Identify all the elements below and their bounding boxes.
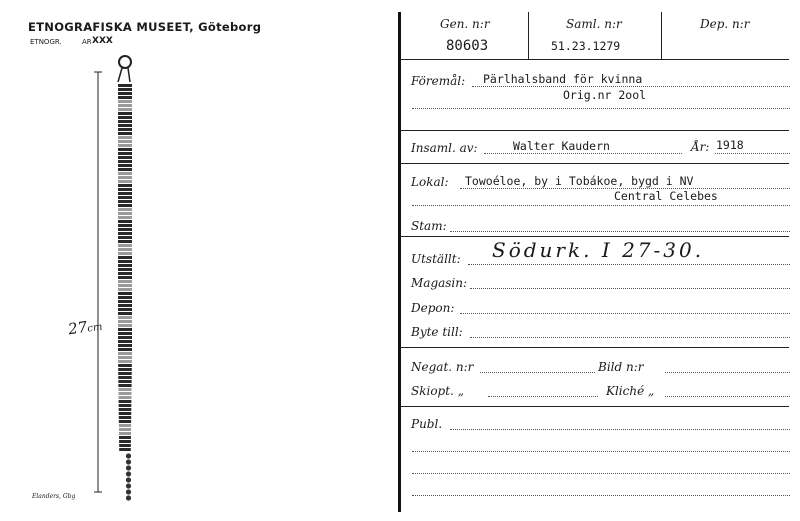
foremal-label: Föremål: (411, 74, 466, 88)
bead-band (118, 220, 132, 223)
bead-band (119, 416, 131, 419)
chain-bead (126, 453, 131, 458)
dotline-lokal (460, 188, 790, 189)
bead-band (118, 136, 132, 139)
bead-band (118, 300, 132, 303)
dotline-insaml (484, 153, 682, 154)
museum-name: ETNOGRAFISKA MUSEET, Göteborg (28, 20, 262, 34)
bead-band (118, 332, 132, 335)
dep-label: Dep. n:r (700, 17, 750, 31)
bead-band (118, 96, 132, 99)
bead-band (118, 384, 131, 387)
ar-field-value: 1918 (716, 138, 744, 152)
chain-bead (126, 459, 131, 464)
bead-band (119, 424, 131, 427)
bead-band (119, 448, 131, 451)
dotline-negat (480, 372, 595, 373)
rule-after-byte (399, 347, 789, 348)
dotline-magasin (470, 288, 790, 289)
lokal-value: Towoéloe, by i Tobákoe, bygd i NV (465, 174, 694, 188)
bead-band (118, 120, 132, 123)
lokal-label: Lokal: (411, 175, 449, 189)
bead-band (119, 440, 131, 443)
insaml-label: Insaml. av: (411, 141, 478, 155)
bead-band (118, 260, 132, 263)
rule-after-foremal (399, 130, 789, 131)
bead-band (118, 368, 132, 371)
necklace-drawing (70, 52, 160, 512)
bead-band (119, 432, 131, 435)
bead-band (118, 204, 132, 207)
dotline-publ-4 (412, 495, 790, 496)
bead-band (118, 272, 132, 275)
bead-band (118, 288, 132, 291)
bead-band (118, 360, 132, 363)
bead-band (118, 200, 132, 203)
bead-band (118, 336, 132, 339)
chain-bead (126, 477, 131, 482)
bead-band (118, 188, 132, 191)
bead-band (118, 320, 132, 323)
dotline-publ-2 (412, 451, 790, 452)
rule-after-stam (399, 236, 789, 237)
bead-band (118, 232, 132, 235)
bead-band (118, 84, 132, 87)
bead-band (118, 388, 131, 391)
dotline-byte (470, 337, 790, 338)
orig-value: Orig.nr 2ool (563, 88, 647, 102)
bead-band (118, 292, 132, 295)
bead-band (118, 224, 132, 227)
bead-band (118, 276, 132, 279)
bead-band (118, 112, 132, 115)
chain-bead (126, 471, 131, 476)
bead-band (118, 116, 132, 119)
bead-band (118, 240, 132, 243)
bead-band (118, 344, 132, 347)
dotline-depon (460, 313, 790, 314)
ar-label: AR (82, 38, 92, 46)
header-divider-2 (661, 12, 662, 59)
bead-band (118, 212, 132, 215)
bead-band (118, 156, 132, 159)
dotline-publ-1 (450, 429, 790, 430)
bead-band (119, 400, 132, 403)
bild-label: Bild n:r (598, 360, 644, 374)
rule-after-kliche (399, 406, 789, 407)
bead-band (118, 376, 131, 379)
bead-band (119, 444, 131, 447)
bead-band (118, 328, 132, 331)
insaml-value: Walter Kaudern (513, 139, 610, 153)
bead-band (118, 100, 132, 103)
dotline-kliche (665, 396, 790, 397)
bead-band (118, 164, 132, 167)
bead-band (119, 412, 132, 415)
bead-band (118, 208, 132, 211)
bead-band (118, 248, 132, 251)
dotline-stam (450, 231, 790, 232)
bead-band (118, 132, 132, 135)
bead-band (119, 392, 132, 395)
saml-value: 51.23.1279 (551, 39, 621, 53)
bead-band (118, 104, 132, 107)
bead-band (118, 372, 132, 375)
bead-band (118, 196, 132, 199)
utstallt-value: Södurk. I 27-30. (492, 238, 705, 262)
printer-mark: Elanders, Gbg (32, 493, 76, 500)
bead-band (118, 108, 132, 111)
bead-band (118, 192, 132, 195)
bead-band (118, 264, 132, 267)
bead-band (118, 348, 132, 351)
dotline-foremal (472, 86, 790, 87)
gen-label: Gen. n:r (440, 17, 490, 31)
gen-value: 80603 (446, 38, 489, 54)
dotline-ar (715, 153, 790, 154)
bead-band (119, 436, 131, 439)
bead-band (118, 228, 132, 231)
bead-band (118, 284, 132, 287)
ar-number: XXX (92, 36, 113, 46)
bead-band (118, 124, 132, 127)
magasin-label: Magasin: (411, 276, 468, 290)
utstallt-label: Utställt: (411, 252, 461, 266)
bead-band (118, 380, 131, 383)
dotline-utstallt (468, 264, 790, 265)
bead-band (118, 176, 132, 179)
etnogr-line (30, 36, 113, 46)
bead-band (118, 244, 132, 247)
bead-band (118, 148, 132, 151)
depon-label: Depon: (411, 301, 455, 315)
bead-band (119, 408, 132, 411)
card-left-border (398, 12, 401, 512)
bead-band (119, 420, 131, 423)
bead-band (118, 216, 132, 219)
header-divider-1 (528, 12, 529, 59)
bead-band (118, 168, 132, 171)
bead-band (119, 428, 131, 431)
bead-band (118, 172, 132, 175)
negat-label: Negat. n:r (411, 360, 474, 374)
chain-bead (126, 489, 131, 494)
header-bottom-rule (399, 59, 789, 60)
bead-band (118, 160, 132, 163)
bead-band (119, 396, 132, 399)
bead-band (118, 128, 132, 131)
dotline-bild (665, 372, 790, 373)
dotline-publ-3 (412, 473, 790, 474)
chain-bead (126, 465, 131, 470)
ar-field-label: År: (691, 140, 710, 154)
bead-band (118, 140, 132, 143)
saml-label: Saml. n:r (566, 17, 622, 31)
bead-band (118, 356, 132, 359)
dotline-skiopt (488, 396, 598, 397)
bead-band (118, 304, 132, 307)
bead-band (118, 364, 132, 367)
bead-band (118, 88, 132, 91)
bead-band (118, 268, 132, 271)
lokal-value-2: Central Celebes (614, 189, 718, 203)
publ-label: Publ. (411, 417, 443, 431)
bead-band (118, 144, 132, 147)
bead-band (118, 308, 132, 311)
length-note: 27cm (66, 317, 104, 339)
bead-band (118, 324, 132, 327)
chain-bead (126, 495, 131, 500)
bead-band (118, 312, 132, 315)
byte-label: Byte till: (411, 325, 463, 339)
bead-band (118, 236, 132, 239)
bead-band (118, 316, 132, 319)
bead-band (118, 352, 132, 355)
bead-band (118, 340, 132, 343)
bead-band (118, 252, 132, 255)
bead-band (118, 280, 132, 283)
kliche-label: Kliché „ (606, 384, 655, 398)
skiopt-label: Skiopt. „ (411, 384, 464, 398)
dotline-lokal-2 (412, 205, 790, 206)
bead-band (118, 92, 132, 95)
bead-band (118, 180, 132, 183)
dotline-foremal-2 (412, 108, 790, 109)
bead-band (118, 152, 132, 155)
rule-after-insaml (399, 163, 789, 164)
bead-band (119, 404, 132, 407)
chain-bead (126, 483, 131, 488)
foremal-value: Pärlhalsband för kvinna (483, 72, 643, 86)
etnogr-label: ETNOGR. (30, 38, 62, 46)
bead-band (118, 256, 132, 259)
stam-label: Stam: (411, 219, 447, 233)
bead-band (118, 184, 132, 187)
bead-band (118, 296, 132, 299)
